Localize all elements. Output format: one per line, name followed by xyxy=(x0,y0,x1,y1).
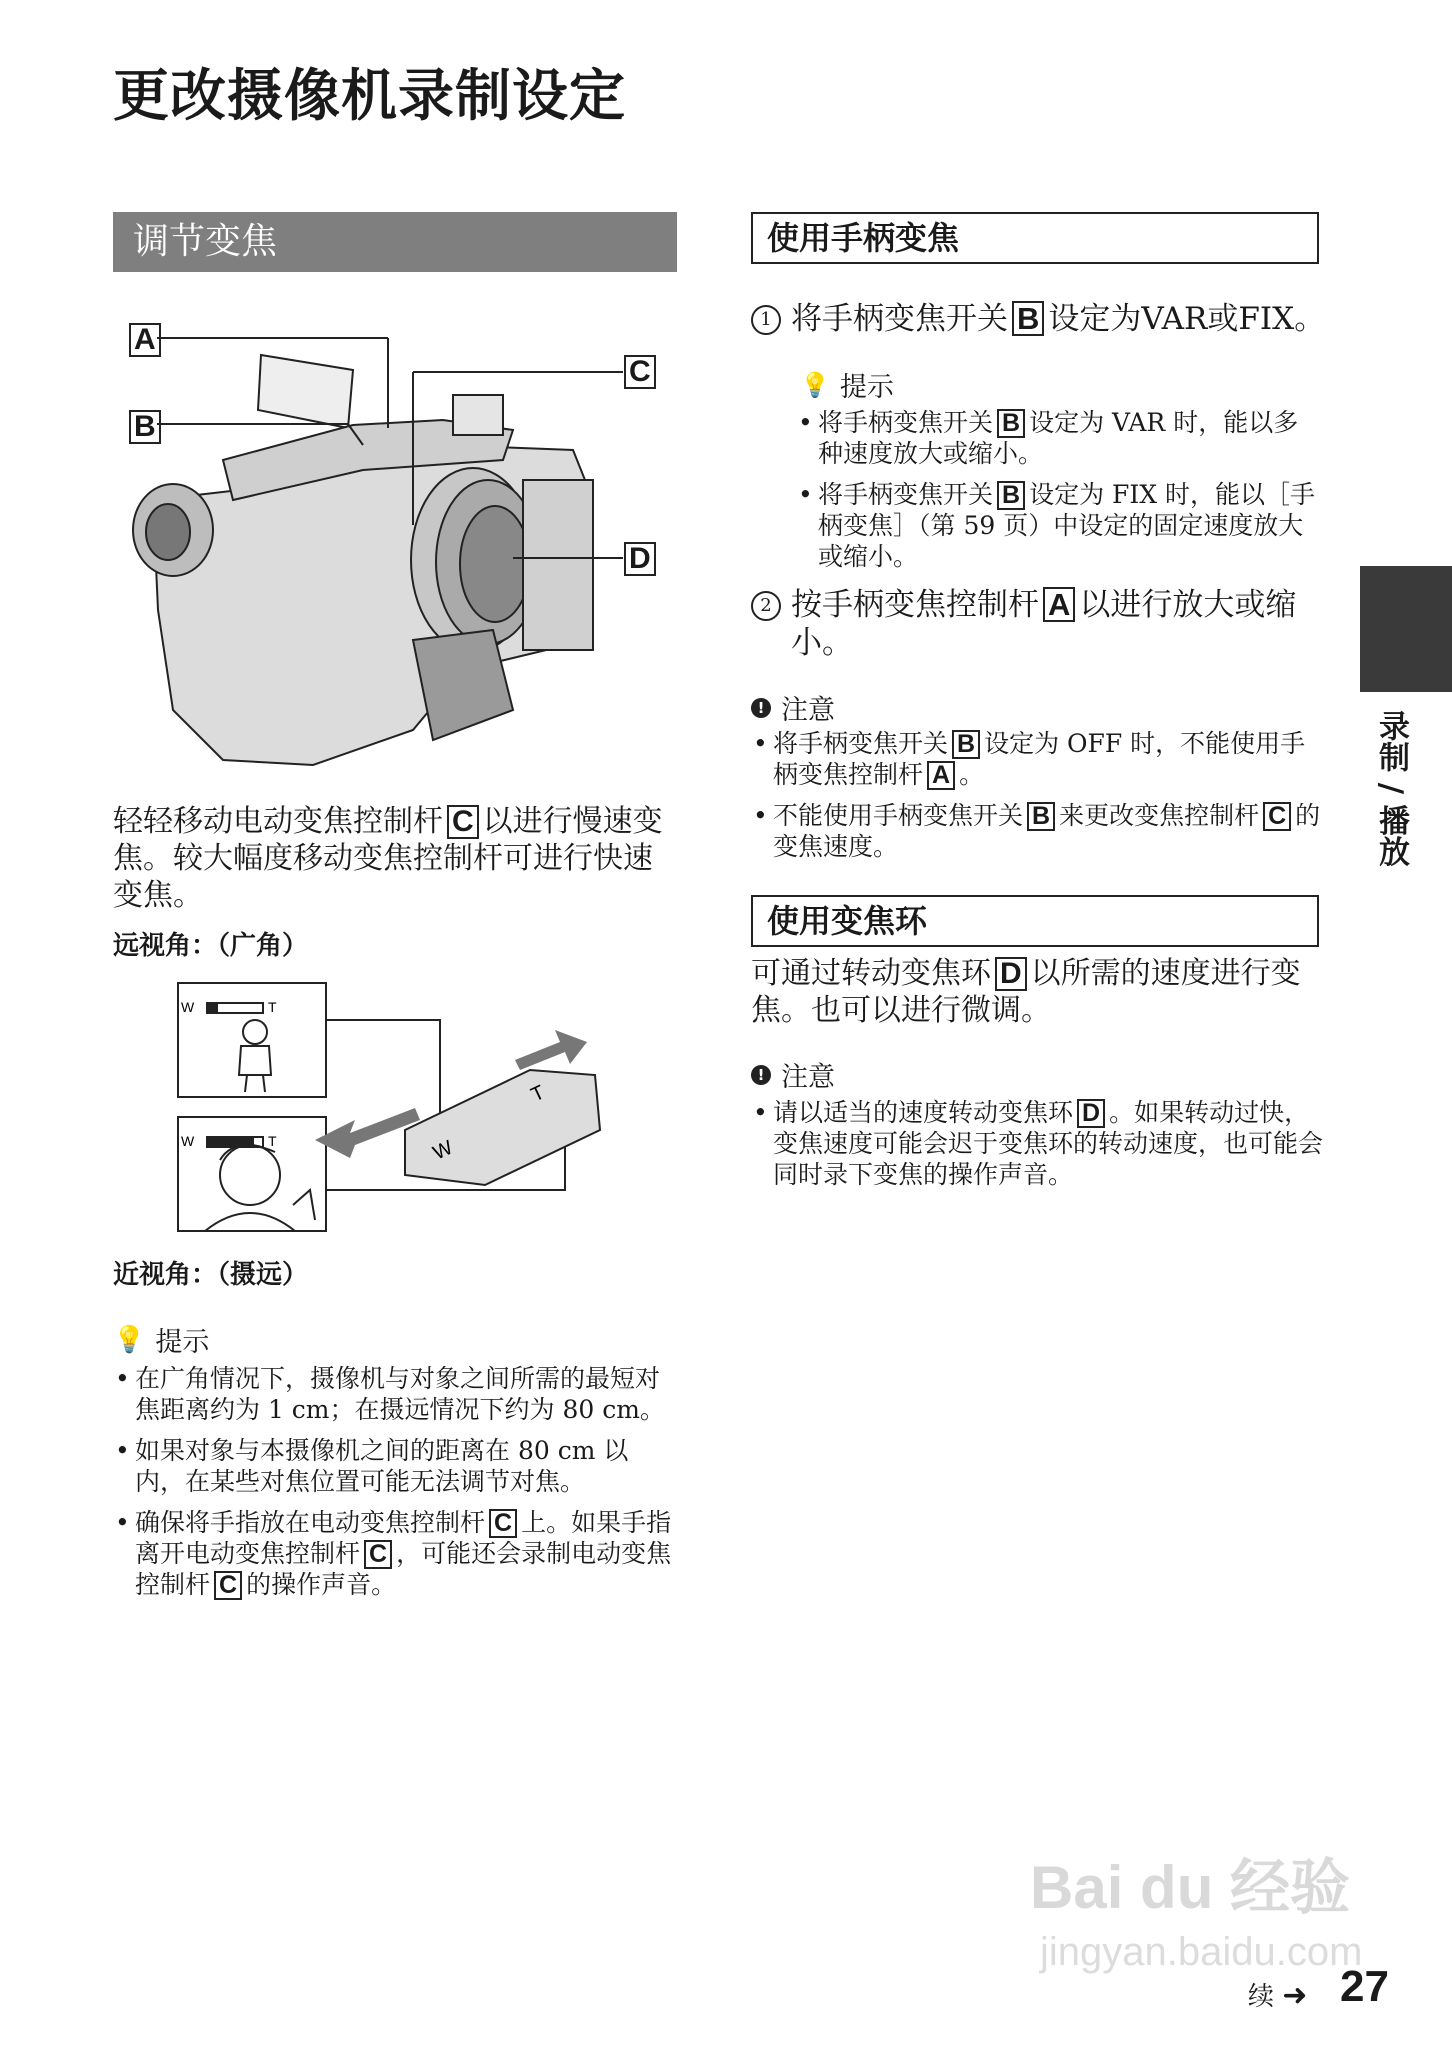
right-hint-header: 💡 提示 xyxy=(800,370,894,403)
ring-note-header: ! 注意 xyxy=(751,1055,835,1094)
key-c: C xyxy=(489,1509,517,1538)
step-2: 2 按手柄变焦控制杆 A 以进行放大或缩小。 xyxy=(751,586,1311,662)
section-title-zoom: 调节变焦 xyxy=(113,212,677,272)
step-1: 1 将手柄变焦开关 B 设定为VAR或FIX。 xyxy=(751,300,1331,338)
key-c: C xyxy=(364,1540,392,1569)
key-b: B xyxy=(997,409,1025,438)
right-hint-list xyxy=(796,407,1316,582)
list-item: • 将手柄变焦开关 B 设定为 OFF 时，不能使用手柄变焦控制杆 A 。 xyxy=(751,728,1326,790)
list-item: • 将手柄变焦开关 B 设定为 FIX 时，能以［手柄变焦］（第 59 页）中设定的固定速度放大或缩小。 xyxy=(796,479,1316,572)
key-d: D xyxy=(995,957,1027,991)
key-b: B xyxy=(952,730,980,759)
key-b: B xyxy=(997,481,1025,510)
lightbulb-icon: 💡 xyxy=(113,1324,146,1355)
left-hint-list xyxy=(113,1363,678,1610)
tele-caption: 近视角：（摄远） xyxy=(113,1260,309,1290)
key-c: C xyxy=(447,805,479,839)
callout-d: D xyxy=(624,542,656,576)
wt-t-wide: T xyxy=(268,999,277,1015)
zoom-lever-diagram xyxy=(175,980,615,1235)
callout-c: C xyxy=(624,355,656,389)
zoom-intro: 轻轻移动电动变焦控制杆 C 以进行慢速变焦。较大幅度移动变焦控制杆可进行快速变焦。 xyxy=(113,804,663,913)
wt-w-tele: W xyxy=(181,1133,195,1149)
key-b: B xyxy=(1027,802,1055,831)
lightbulb-icon: 💡 xyxy=(800,370,830,399)
watermark-logo: Bai du 经验 xyxy=(1030,1854,1351,1921)
left-hint-header: 💡 提示 xyxy=(113,1324,210,1358)
caution-icon: ! xyxy=(751,698,771,718)
list-item: • 确保将手指放在电动变焦控制杆 C 上。如果手指离开电动变焦控制杆 C ，可能还会录制电动变焦控制杆 C 的操作声音。 xyxy=(113,1507,678,1600)
list-item: • 将手柄变焦开关 B 设定为 VAR 时，能以多种速度放大或缩小。 xyxy=(796,407,1316,469)
list-item: • 不能使用手柄变焦开关 B 来更改变焦控制杆 C 的变焦速度。 xyxy=(751,800,1326,862)
page-title: 更改摄像机录制设定 xyxy=(113,64,626,129)
caution-icon: ! xyxy=(751,1065,771,1085)
zoom-ring-text: 可通过转动变焦环 D 以所需的速度进行变焦。也可以进行微调。 xyxy=(751,956,1301,1028)
callout-a: A xyxy=(129,323,161,357)
arrow-right-icon: ➜ xyxy=(1282,1978,1308,2013)
wt-w-wide: W xyxy=(181,999,195,1015)
right-note-header: ! 注意 xyxy=(751,688,835,727)
callout-b: B xyxy=(129,410,161,444)
lever-w-label: W xyxy=(429,1136,457,1165)
key-b: B xyxy=(1012,301,1044,336)
chapter-tab xyxy=(1360,566,1452,692)
lever-t-label: T xyxy=(527,1081,549,1107)
wt-t-tele: T xyxy=(268,1133,277,1149)
chapter-label: 录制 / 播放 xyxy=(1373,710,1409,867)
key-a: A xyxy=(1043,587,1075,622)
right-note-list xyxy=(751,728,1326,872)
continued-label: 续 ➜ xyxy=(1248,1978,1308,2013)
camcorder-illustration xyxy=(113,310,673,785)
section-title-handle-zoom: 使用手柄变焦 xyxy=(751,212,1319,264)
section-title-zoom-ring: 使用变焦环 xyxy=(751,895,1319,947)
page-number: 27 xyxy=(1340,1962,1389,2011)
step-number: 2 xyxy=(751,591,781,621)
list-item: • 请以适当的速度转动变焦环 D 。如果转动过快，变焦速度可能会迟于变焦环的转动速度，也可能会同时录下变焦的操作声音。 xyxy=(751,1097,1326,1190)
key-d: D xyxy=(1077,1099,1105,1128)
step-number: 1 xyxy=(751,305,781,335)
wide-caption: 远视角：（广角） xyxy=(113,931,309,961)
key-c: C xyxy=(1263,802,1291,831)
list-item: • 在广角情况下，摄像机与对象之间所需的最短对焦距离约为 1 cm；在摄远情况下约为 80 cm。 xyxy=(113,1363,678,1425)
list-item: • 如果对象与本摄像机之间的距离在 80 cm 以内，在某些对焦位置可能无法调节对焦。 xyxy=(113,1435,678,1497)
key-c: C xyxy=(214,1571,242,1600)
ring-note-list xyxy=(751,1097,1326,1200)
key-a: A xyxy=(927,761,955,790)
watermark-url: jingyan.baidu.com xyxy=(1040,1930,1363,1974)
